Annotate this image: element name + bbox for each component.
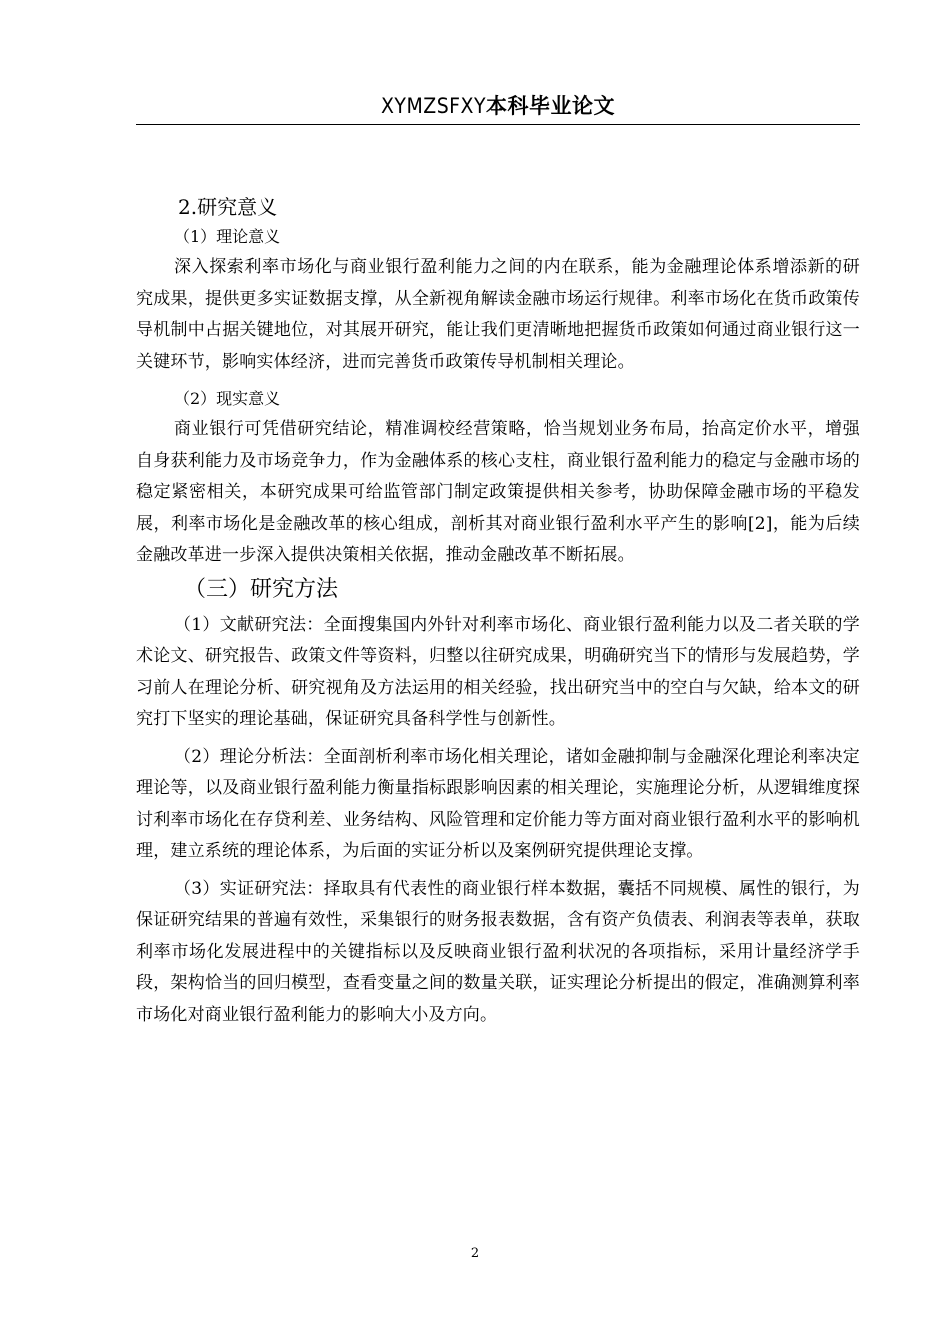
practice-paragraph: 商业银行可凭借研究结论，精准调校经营策略，恰当规划业务布局，抬高定价水平，增强自身获利能力及市场竞争力，作为金融体系的核心支柱，商业银行盈利能力的稳定与金融市场的稳定紧密相关，本研究成果可给监管部门制定政策提供相关参考，协助保障金融市场的平稳发展，利率市场化是金融改革的核心组成，剖析其对商业银行盈利水平产生的影响[2]，能为后续金融改革进一步深入提供决策相关依据，推动金融改革不断拓展。 — [136, 419, 860, 565]
method-theory-paragraph: （2）理论分析法：全面剖析利率市场化相关理论，诸如金融抑制与金融深化理论利率决定理论等，以及商业银行盈利能力衡量指标跟影响因素的相关理论，实施理论分析，从逻辑维度探讨利率市场化在存贷利差、业务结构、风险管理和定价能力等方面对商业银行盈利水平的影响机理，建立系统的理论体系，为后面的实证分析以及案例研究提供理论支撑。 — [136, 746, 860, 861]
page-body — [136, 192, 860, 1031]
header-rule — [136, 124, 860, 125]
header-latin-title: XYMZSFXY — [380, 94, 487, 118]
practice-subheading: （2）现实意义 — [174, 389, 281, 408]
method-empirical-paragraph: （3）实证研究法：择取具有代表性的商业银行样本数据，囊括不同规模、属性的银行，为保证研究结果的普遍有效性，采集银行的财务报表数据，含有资产负债表、利润表等表单，获取利率市场化发展进程中的关键指标以及反映商业银行盈利状况的各项指标，采用计量经济学手段，架构恰当的回归模型，查看变量之间的数量关联，证实理论分析提出的假定，准确测算利率市场化对商业银行盈利能力的影响大小及方向。 — [136, 878, 860, 1025]
significance-heading: 2.研究意义 — [178, 195, 278, 219]
theory-paragraph: 深入探索利率市场化与商业银行盈利能力之间的内在联系，能为金融理论体系增添新的研究成果，提供更多实证数据支撑，从全新视角解读金融市场运行规律。利率市场化在货币政策传导机制中占据关键地位，对其展开研究，能让我们更清晰地把握货币政策如何通过商业银行这一关键环节，影响实体经济，进而完善货币政策传导机制相关理论。 — [136, 257, 860, 372]
method-literature-paragraph: （1）文献研究法：全面搜集国内外针对利率市场化、商业银行盈利能力以及二者关联的学术论文、研究报告、政策文件等资料，归整以往研究成果，明确研究当下的情形与发展趋势，学习前人在理论分析、研究视角及方法运用的相关经验，找出研究当中的空白与欠缺，给本文的研究打下坚实的理论基础，保证研究具备科学性与创新性。 — [136, 614, 860, 729]
page-number: 2 — [470, 1246, 480, 1261]
header-thesis-label: 本科毕业论文 — [486, 94, 616, 118]
page-header — [136, 90, 860, 120]
methods-heading: （三）研究方法 — [184, 576, 339, 602]
theory-subheading: （1）理论意义 — [174, 227, 281, 246]
